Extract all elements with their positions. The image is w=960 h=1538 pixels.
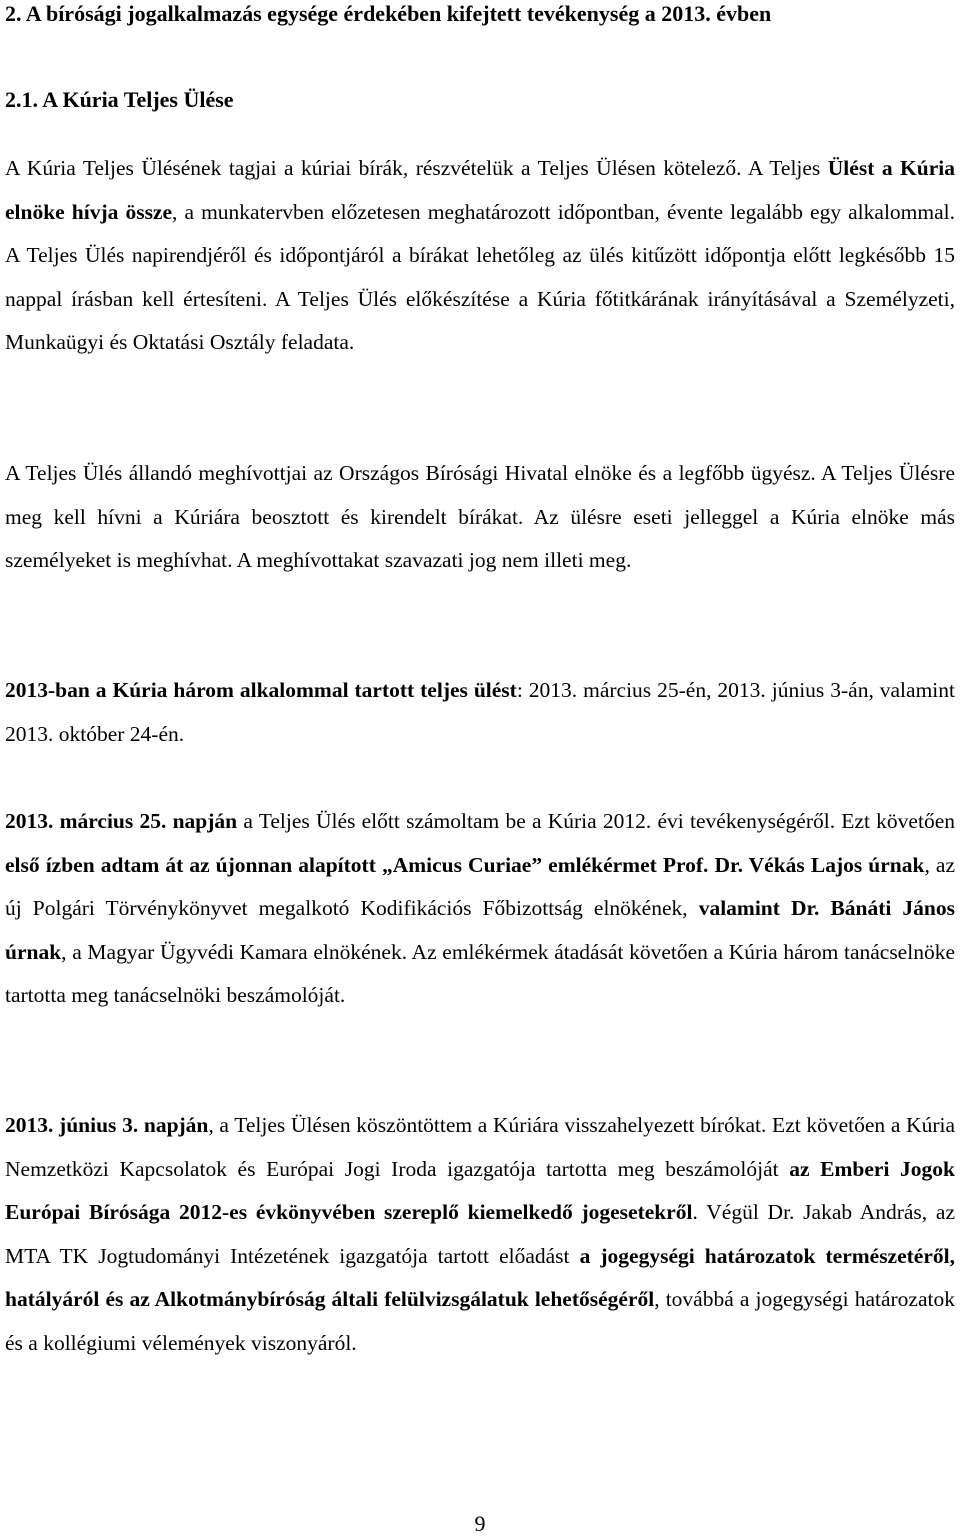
bold-run: 2013. március 25. napján bbox=[5, 809, 238, 833]
bold-run: valamint Dr. Bánáti János úrnak bbox=[5, 896, 955, 964]
text-run: : 2013. március 25-én, 2013. június 3-án, valamint 2013. október 24-én. bbox=[5, 678, 955, 746]
subsection-title: 2.1. A Kúria Teljes Ülése bbox=[5, 87, 234, 112]
section-title: 2. A bírósági jogalkalmazás egysége érdekében kifejtett tevékenység a 2013. évben bbox=[5, 1, 772, 26]
text-run: A Kúria Teljes Ülésének tagjai a kúriai bírák, részvételük a Teljes Ülésen kötelező. A Teljes bbox=[5, 156, 828, 180]
text-run: , a munkatervben előzetesen meghatározott időpontban, évente legalább egy alkalommal. A Teljes Ülés napirendjéről és időpontjáról a bírákat lehetőleg az ülés kitűzött időpontja előtt legkésőbb 15 nappal írásban kell értesíteni. A Teljes Ülés előkészítése a Kúria főtitkárának irányításával a Személyzeti, Munkaügyi és Oktatási Osztály feladata. bbox=[5, 199, 956, 355]
text-run: , a Teljes Ülésen köszöntöttem a Kúriára visszahelyezett bírókat. Ezt követően a Kúria Nemzetközi Kapcsolatok és Európai Jogi Iroda igazgatója tartotta meg beszámolóját bbox=[5, 1113, 955, 1181]
bold-run: 2013-ban a Kúria három alkalommal tartott teljes ülést bbox=[5, 678, 517, 702]
bold-run: az Emberi Jogok Európai Bírósága 2012-es évkönyvében szereplő kiemelkedő jogesetekről bbox=[5, 1156, 955, 1225]
bold-run: Ülést a Kúria elnöke hívja össze bbox=[5, 156, 955, 224]
paragraph-membership bbox=[5, 147, 955, 365]
paragraph-invitees: A Teljes Ülés állandó meghívottjai az Országos Bírósági Hivatal elnöke és a legfőbb ügyész. A Teljes Ülésre meg kell hívni a Kúriára beosztott és kirendelt bírákat. Az ülésre eseti jelleggel a Kúria elnöke más személyeket is meghívhat. A meghívottakat szavazati jog nem illeti meg. bbox=[5, 461, 955, 573]
bold-run: 2013. június 3. napján bbox=[5, 1113, 209, 1137]
paragraph-march-session bbox=[5, 800, 955, 1018]
text-run: . Végül Dr. Jakab András, az MTA TK Jogtudományi Intézetének igazgatója tartott előadást bbox=[5, 1200, 955, 1268]
page-number: 9 bbox=[474, 1511, 486, 1536]
bold-run: első ízben adtam át az újonnan alapított „Amicus Curiae” emlékérmet Prof. Dr. Vékás Lajos úrnak bbox=[5, 852, 925, 877]
bold-run: a jogegységi határozatok természetéről, hatályáról és az Alkotmánybíróság általi felülvizsgálatuk lehetőségéről bbox=[5, 1243, 955, 1312]
paragraph-june-session bbox=[5, 1104, 955, 1366]
text-run: , a Magyar Ügyvédi Kamara elnökének. Az emlékérmek átadását követően a Kúria három tanácselnöke tartotta meg tanácselnöki beszámolóját. bbox=[5, 939, 955, 1008]
paragraph-sessions bbox=[5, 669, 955, 756]
text-run: , továbbá a jogegységi határozatok és a kollégiumi vélemények viszonyáról. bbox=[5, 1287, 955, 1355]
text-run: , az új Polgári Törvénykönyvet megalkotó Kodifikációs Főbizottság elnökének, bbox=[5, 852, 955, 921]
text-run: a Teljes Ülés előtt számoltam be a Kúria 2012. évi tevékenységéről. Ezt követően bbox=[237, 809, 955, 833]
